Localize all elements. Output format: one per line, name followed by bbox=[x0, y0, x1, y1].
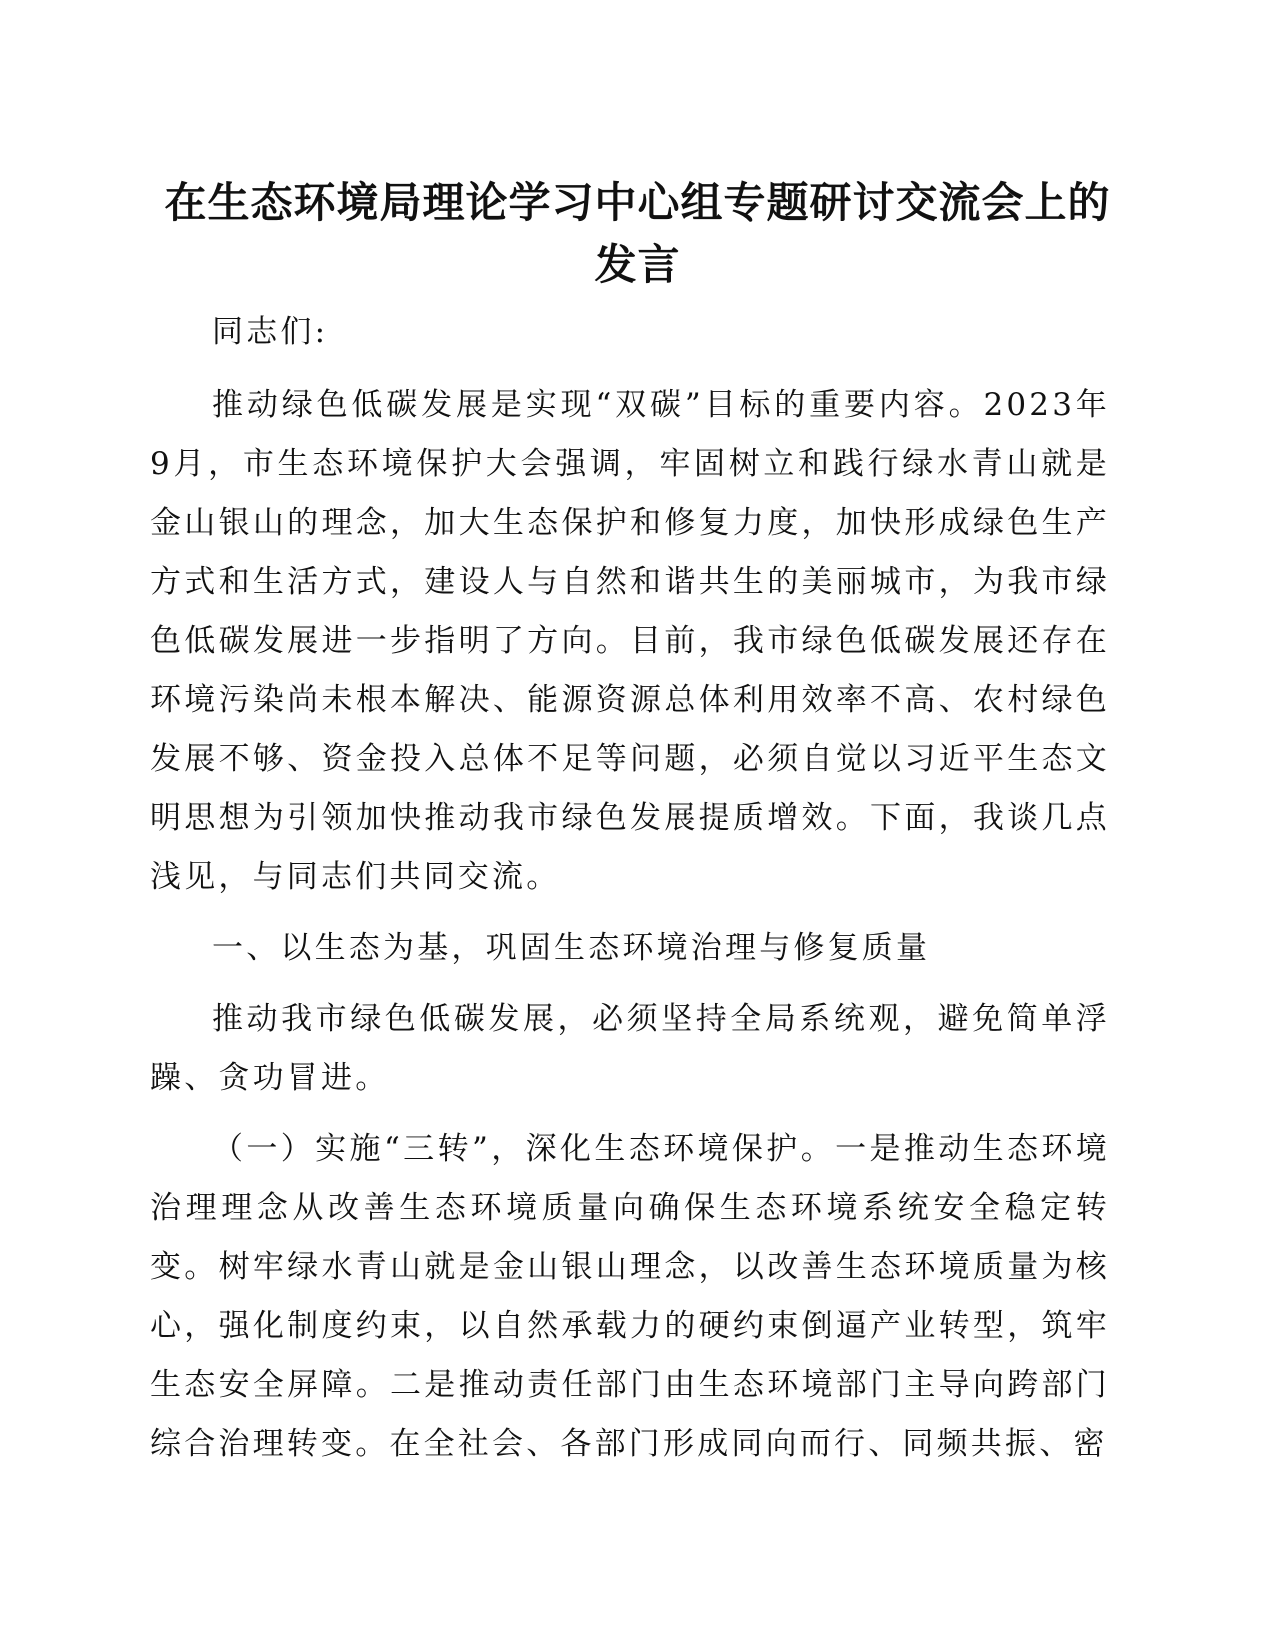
section-heading-1: 一、以生态为基，巩固生态环境治理与修复质量 bbox=[212, 930, 931, 966]
paragraph-subsection-1: （一）实施“三转”，深化生态环境保护。一是推动生态环境治理理念从改善生态环境质量向确保生态环境系统安全稳定转变。树牢绿水青山就是金山银山理念，以改善生态环境质量为核心，强化制度约束，以自然承载力的硬约束倒逼产业转型，筑牢生态安全屏障。二是推动责任部门由生态环境部门主导向跨部门综合治理转变。在全社会、各部门形成同向而行、同频共振、密 bbox=[150, 1131, 1110, 1462]
salutation: 同志们: bbox=[212, 314, 329, 350]
paragraph-intro: 推动绿色低碳发展是实现“双碳”目标的重要内容。2023年9月，市生态环境保护大会强调，牢固树立和践行绿水青山就是金山银山的理念，加大生态保护和修复力度，加快形成绿色生产方式和生活方式，建设人与自然和谐共生的美丽城市，为我市绿色低碳发展进一步指明了方向。目前，我市绿色低碳发展还存在环境污染尚未根本解决、能源资源总体利用效率不高、农村绿色发展不够、资金投入总体不足等问题，必须自觉以习近平生态文明思想为引领加快推动我市绿色发展提质增效。下面，我谈几点浅见，与同志们共同交流。 bbox=[150, 387, 1110, 895]
document-title: 在生态环境局理论学习中心组专题研讨交流会上的发言 bbox=[164, 178, 1111, 289]
document-body bbox=[150, 303, 1110, 1486]
paragraph-section-1-intro: 推动我市绿色低碳发展，必须坚持全局系统观，避免简单浮躁、贪功冒进。 bbox=[150, 1001, 1110, 1096]
